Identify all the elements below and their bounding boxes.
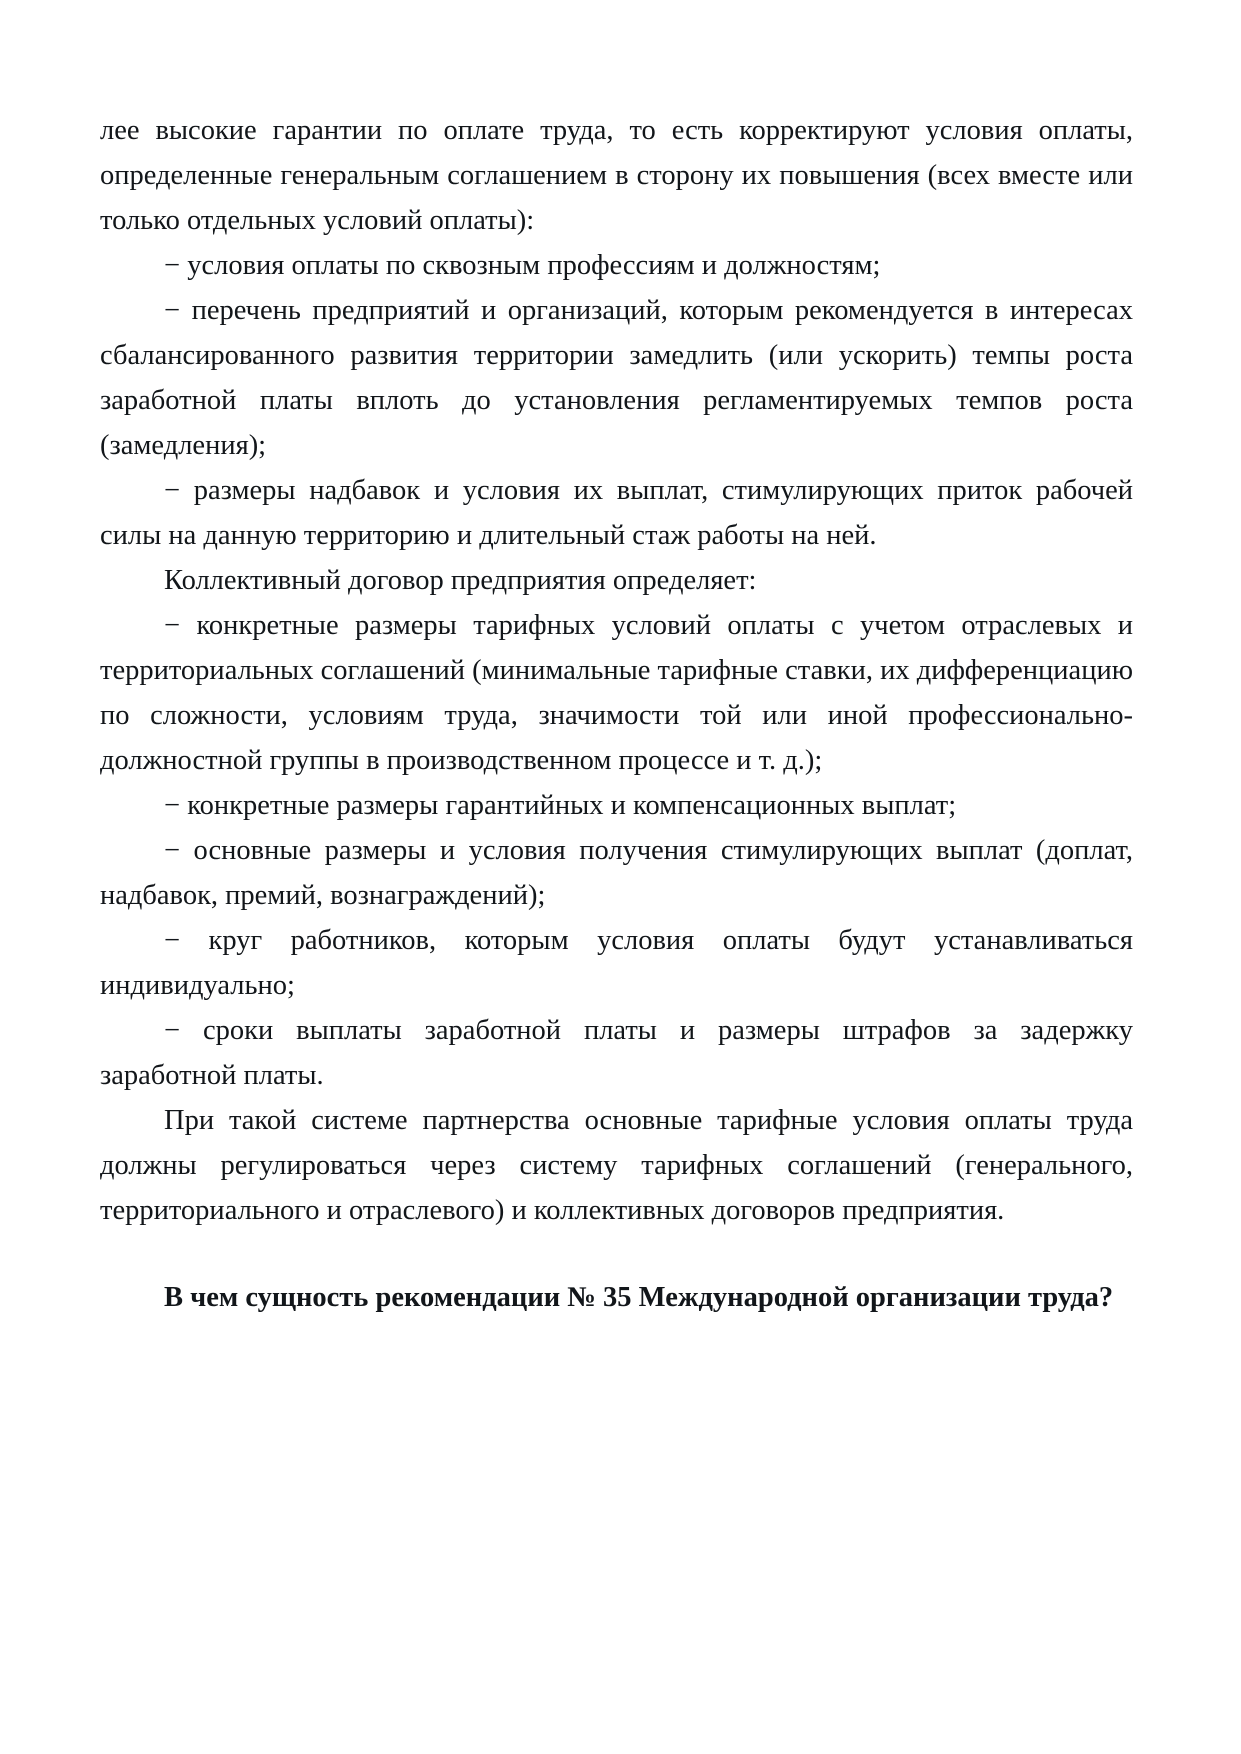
paragraph-collective-agreement: Коллективный договор предприятия определяет:: [164, 565, 757, 596]
list-item: − условия оплаты по сквозным профессиям и должностям;: [164, 250, 881, 281]
question-heading: В чем сущность рекомендации № 35 Международной организации труда?: [164, 1282, 1114, 1313]
list-item: − размеры надбавок и условия их выплат, стимулирующих приток рабочей силы на данную территорию и длительный стаж работы на ней.: [100, 475, 1133, 551]
paragraph-continuation: лее высокие гарантии по оплате труда, то есть корректируют условия оплаты, определенные генеральным соглашением в сторону их повышения (всех вместе или только отдельных условий оплаты):: [100, 115, 1133, 236]
list-item: − перечень предприятий и организаций, которым рекомендуется в интересах сбалансированного развития территории замедлить (или ускорить) темпы роста заработной платы вплоть до установления регламентируемых темпов роста (замедления);: [100, 295, 1133, 461]
list-item: − круг работников, которым условия оплаты будут устанавливаться индивидуально;: [100, 925, 1133, 1001]
page-body: [100, 108, 1133, 1320]
paragraph-partnership: При такой системе партнерства основные тарифные условия оплаты труда должны регулироваться через систему тарифных соглашений (генерального, территориального и отраслевого) и коллективных договоров предприятия.: [100, 1105, 1133, 1226]
list-item: − основные размеры и условия получения стимулирующих выплат (доплат, надбавок, премий, вознаграждений);: [100, 835, 1133, 911]
list-item: − сроки выплаты заработной платы и размеры штрафов за задержку заработной платы.: [100, 1015, 1133, 1091]
list-item: − конкретные размеры тарифных условий оплаты с учетом отраслевых и территориальных соглашений (минимальные тарифные ставки, их дифференциацию по сложности, условиям труда, значимости той или иной профессионально-должностной группы в производственном процессе и т. д.);: [100, 610, 1133, 776]
list-item: − конкретные размеры гарантийных и компенсационных выплат;: [164, 790, 957, 821]
